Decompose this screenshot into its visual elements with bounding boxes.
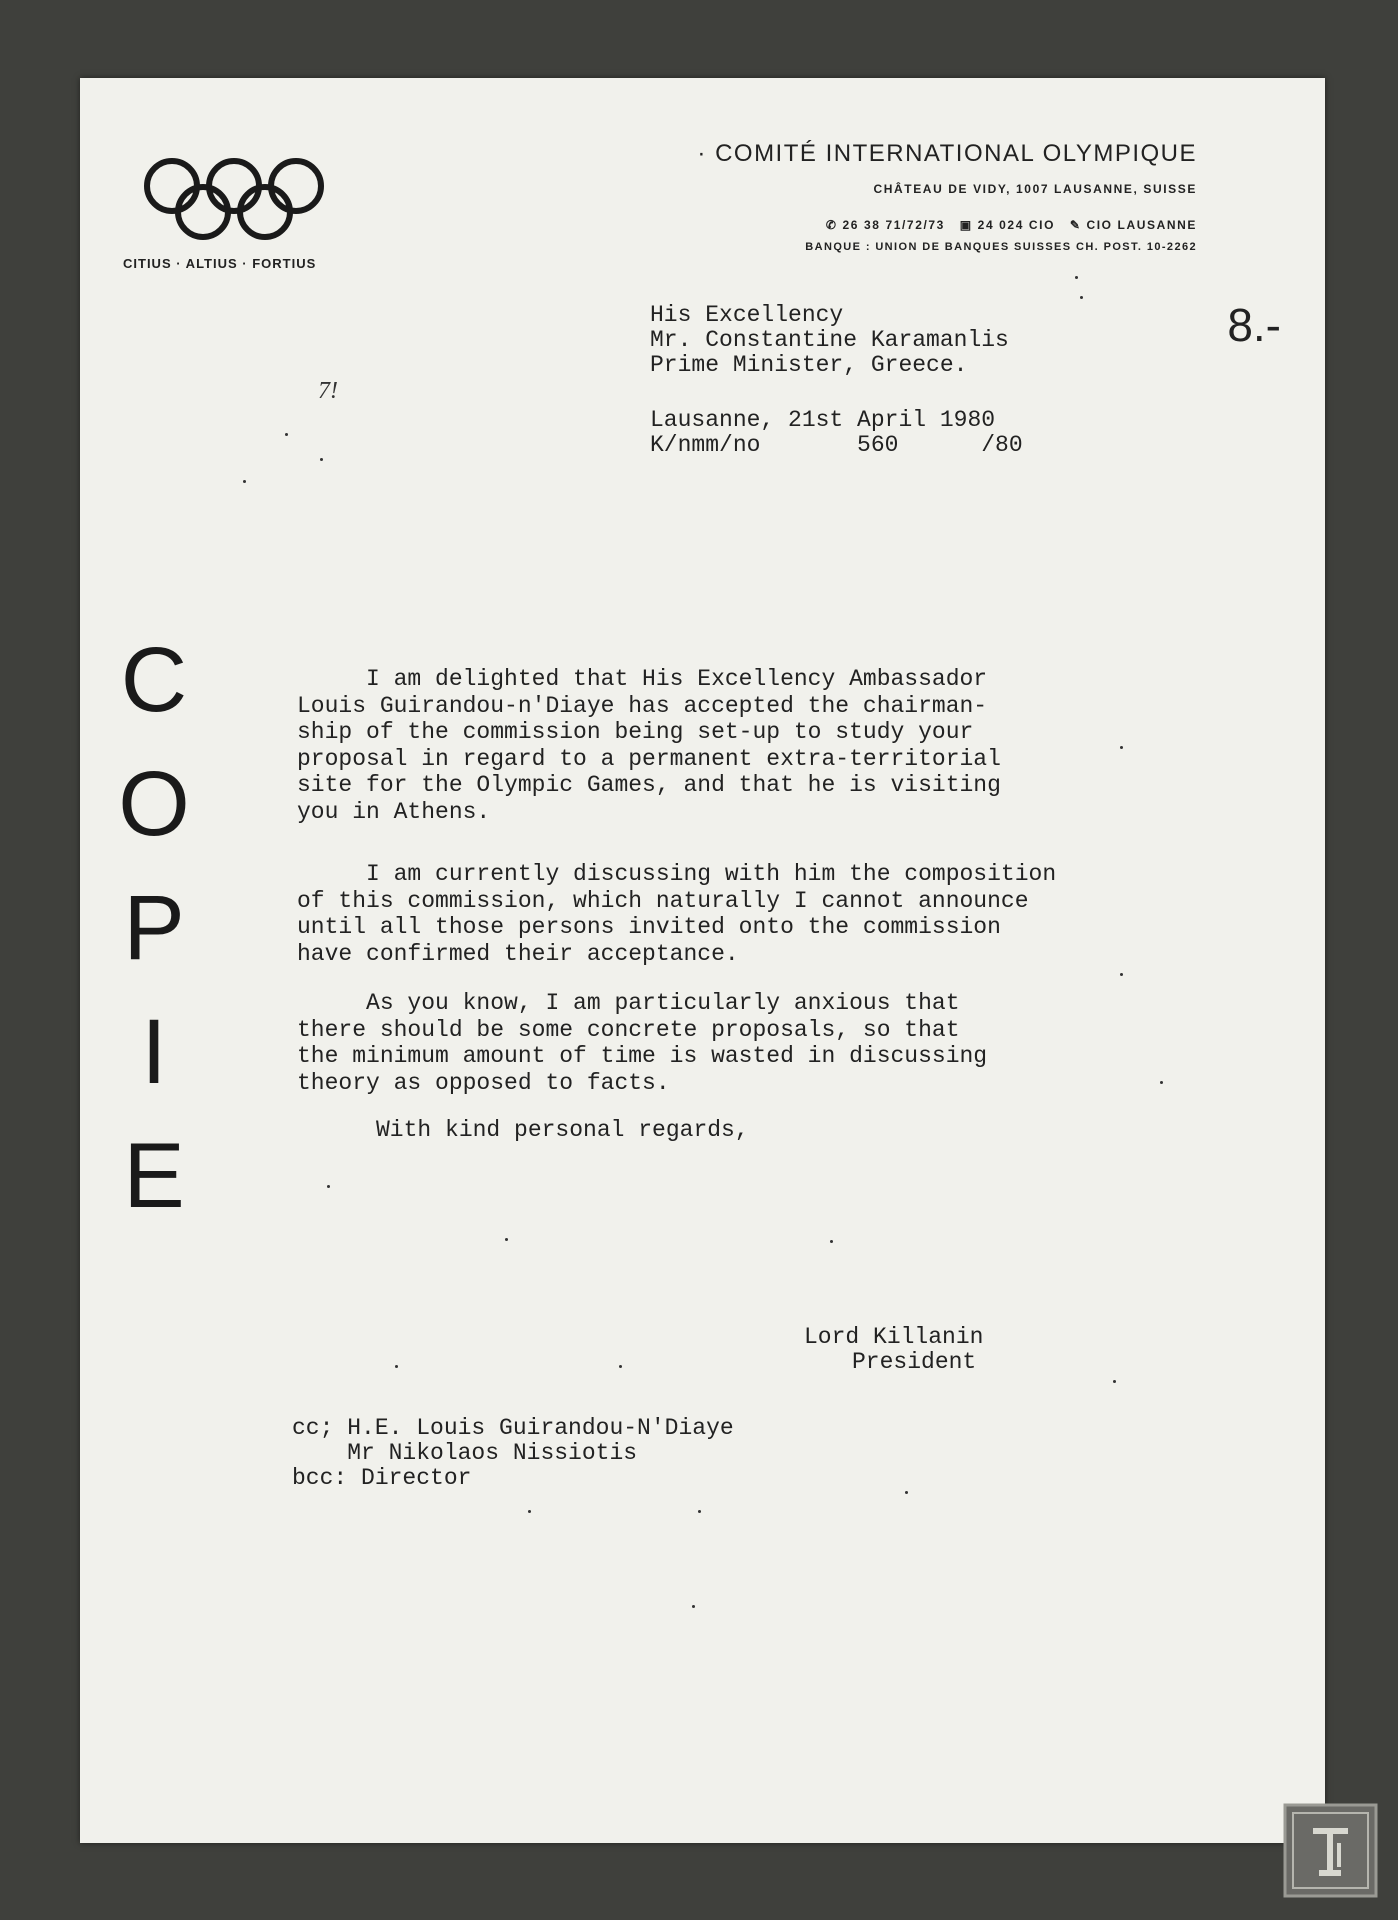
organization-address: CHÂTEAU DE VIDY, 1007 LAUSANNE, SUISSE <box>873 182 1197 196</box>
signatory-title: President <box>852 1349 977 1375</box>
body-line: of this commission, which naturally I cannot announce <box>297 887 1029 914</box>
copy-recipients <box>292 1416 734 1491</box>
stamp-letter: C <box>120 629 188 731</box>
paper-speck <box>1080 296 1083 299</box>
recipient-line: Mr. Constantine Karamanlis <box>650 327 1009 353</box>
paper-speck <box>830 1240 833 1243</box>
place-date: Lausanne, 21st April 1980 <box>650 407 996 433</box>
body-line: Louis Guirandou-n'Diaye has accepted the chairman- <box>297 692 988 719</box>
paper-speck <box>905 1491 908 1494</box>
telegram-icon: ✎ <box>1069 218 1082 232</box>
bank-details: BANQUE : UNION DE BANQUES SUISSES CH. POST. 10-2262 <box>805 241 1197 253</box>
cc-line: cc; H.E. Louis Guirandou-N'Diaye <box>292 1415 734 1441</box>
stamp-letter: O <box>118 753 190 855</box>
paper-speck <box>285 433 288 436</box>
place-and-reference <box>650 408 1023 458</box>
reference-number: K/nmm/no 560 /80 <box>650 432 1023 458</box>
recipient-line: Prime Minister, Greece. <box>650 352 968 378</box>
body-line: I am delighted that His Excellency Ambassador <box>297 666 988 692</box>
recipient-address <box>650 303 1009 378</box>
body-line: As you know, I am particularly anxious that <box>297 990 960 1016</box>
paper-speck <box>320 458 323 461</box>
telex-icon: ▣ <box>959 218 973 232</box>
closing-line: With kind personal regards, <box>376 1117 749 1143</box>
handwritten-note: 7! <box>318 378 338 404</box>
cc-line: bcc: Director <box>292 1465 472 1491</box>
paper-speck <box>243 480 246 483</box>
body-paragraph-2 <box>297 861 1056 967</box>
stamp-letter: E <box>123 1125 185 1227</box>
paper-speck <box>1120 973 1123 976</box>
paper-speck <box>1113 1380 1116 1383</box>
organization-name: · COMITÉ INTERNATIONAL OLYMPIQUE <box>697 140 1197 167</box>
body-line: I am currently discussing with him the composition <box>297 861 1057 887</box>
body-paragraph-1 <box>297 666 1001 825</box>
paper-speck <box>1160 1081 1163 1084</box>
telex: 24 024 CIO <box>977 218 1056 232</box>
contact-line <box>826 218 1197 232</box>
paper-speck <box>1120 746 1123 749</box>
telephone: ✆ 26 38 71/72/73 <box>825 218 945 232</box>
telegram: CIO LAUSANNE <box>1086 218 1197 232</box>
signatory-name: Lord Killanin <box>804 1324 984 1350</box>
body-line: there should be some concrete proposals, so that <box>297 1016 960 1043</box>
archive-watermark-seal <box>1283 1803 1378 1898</box>
stamp-letter: I <box>141 1001 167 1103</box>
body-line: the minimum amount of time is wasted in discussing <box>297 1043 988 1069</box>
olympic-rings-logo <box>138 158 330 240</box>
letter-page <box>80 78 1325 1843</box>
paper-speck <box>692 1605 695 1608</box>
cc-line: Mr Nikolaos Nissiotis <box>292 1440 638 1466</box>
body-line: proposal in regard to a permanent extra-territorial <box>297 745 1001 772</box>
olympic-motto: CITIUS · ALTIUS · FORTIUS <box>123 256 317 271</box>
page-mark: 8.- <box>1227 299 1281 351</box>
paper-speck <box>395 1365 398 1368</box>
stamp-letter: P <box>123 877 185 979</box>
body-line: you in Athens. <box>297 798 491 825</box>
body-line: site for the Olympic Games, and that he is visiting <box>297 772 1001 798</box>
body-line: have confirmed their acceptance. <box>297 940 739 967</box>
paper-speck <box>619 1365 622 1368</box>
body-paragraph-3 <box>297 990 987 1096</box>
body-line: theory as opposed to facts. <box>297 1069 670 1096</box>
body-line: until all those persons invited onto the commission <box>297 914 1001 940</box>
paper-speck <box>505 1238 508 1241</box>
copie-stamp <box>94 618 214 1238</box>
paper-speck <box>1075 276 1078 279</box>
body-line: ship of the commission being set-up to study your <box>297 719 974 745</box>
recipient-line: His Excellency <box>650 302 844 328</box>
paper-speck <box>327 1185 330 1188</box>
paper-speck <box>698 1510 701 1513</box>
paper-speck <box>528 1510 531 1513</box>
